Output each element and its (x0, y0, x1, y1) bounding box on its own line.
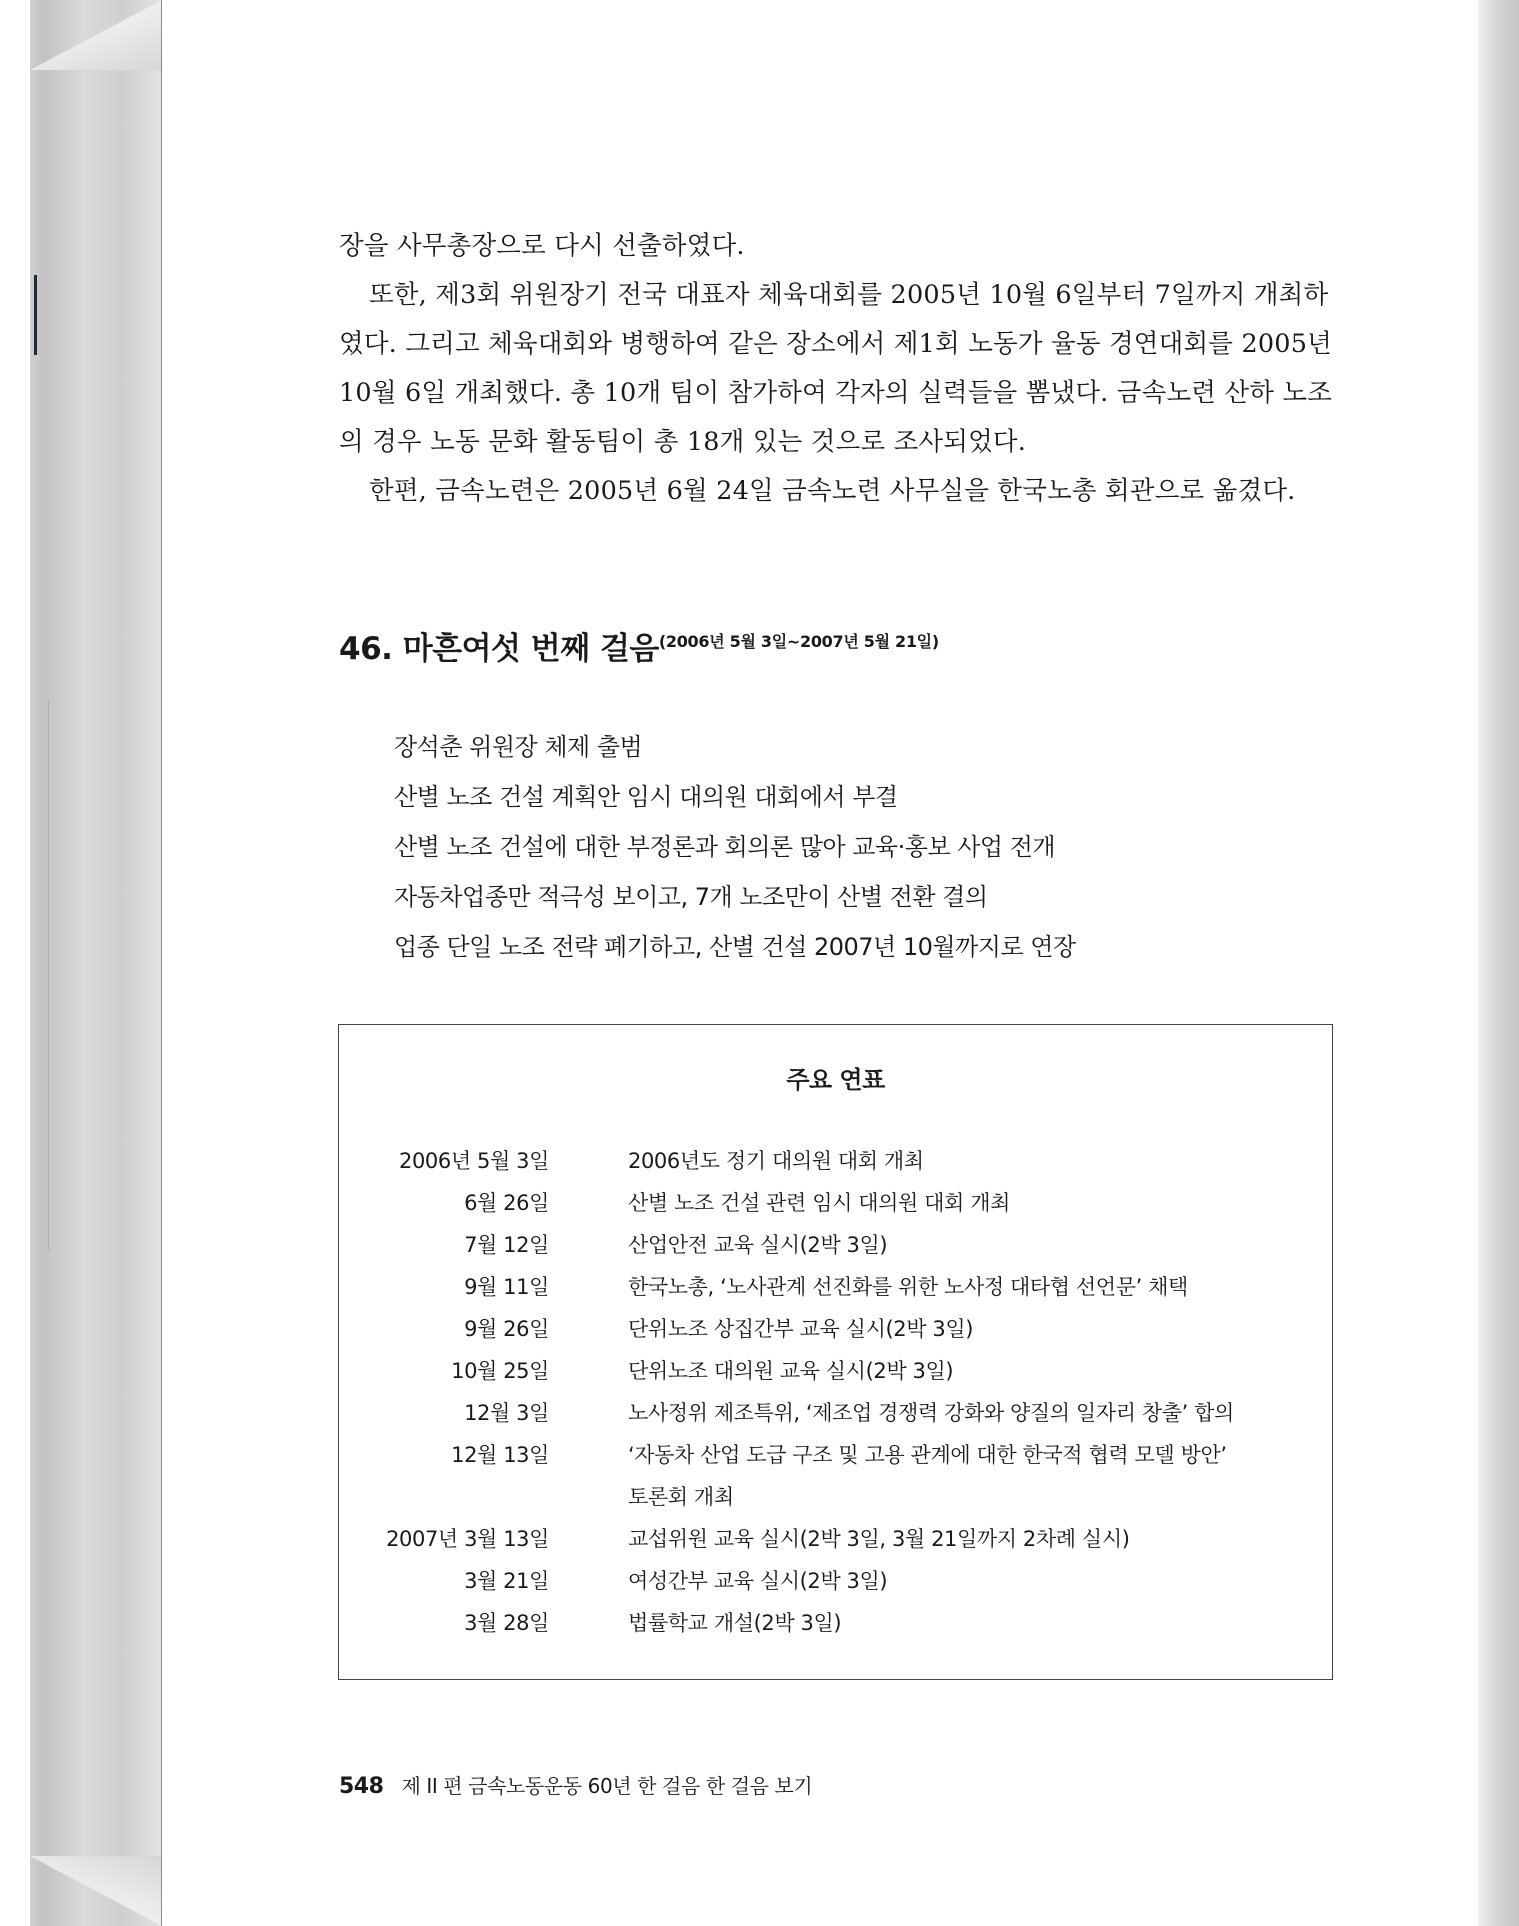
chronology-event: 법률학교 개설(2박 3일) (628, 1611, 842, 1635)
chronology-event: 토론회 개최 (628, 1485, 734, 1509)
chronology-row (339, 1271, 1332, 1313)
chronology-list (339, 1145, 1332, 1649)
chronology-event: ‘자동차 산업 도급 구조 및 고용 관계에 대한 한국적 협력 모델 방안’ (628, 1443, 1227, 1467)
paragraph: 또한, 제3회 위원장기 전국 대표자 체육대회를 2005년 10월 6일부터 7일까지 개최하였다. 그리고 체육대회와 병행하여 같은 장소에서 제1회 노동가 율동 경연대회를 2005년 10월 6일 개최했다. 총 10개 팀이 참가하여 각자의 실력들을 뽐냈다. 금속노련 산하 노조의 경우 노동 문화 활동팀이 총 18개 있는 것으로 조사되었다. (339, 280, 1333, 457)
chronology-date: 2007년 3월 13일 (386, 1527, 549, 1551)
chronology-date: 12월 3일 (464, 1401, 549, 1425)
chronology-box (338, 1024, 1333, 1680)
summary-item: 업종 단일 노조 전략 폐기하고, 산별 건설 2007년 10월까지로 연장 (394, 933, 1076, 961)
chronology-row (339, 1229, 1332, 1271)
chronology-row (339, 1565, 1332, 1607)
chronology-date: 6월 26일 (464, 1191, 549, 1215)
chronology-date: 12월 13일 (451, 1443, 549, 1467)
summary-item: 산별 노조 건설에 대한 부정론과 회의론 많아 교육·홍보 사업 전개 (394, 833, 1056, 861)
chronology-event: 2006년도 정기 대의원 대회 개최 (628, 1149, 924, 1173)
chronology-date: 9월 11일 (464, 1275, 549, 1299)
chronology-row (339, 1439, 1332, 1481)
chronology-row (339, 1313, 1332, 1355)
chronology-date: 3월 21일 (464, 1569, 549, 1593)
spine-bookmark (34, 275, 37, 355)
chronology-title: 주요 연표 (786, 1066, 885, 1094)
chronology-event: 교섭위원 교육 실시(2박 3일, 3월 21일까지 2차례 실시) (628, 1527, 1130, 1551)
chronology-event: 산업안전 교육 실시(2박 3일) (628, 1233, 888, 1257)
summary-item: 자동차업종만 적극성 보이고, 7개 노조만이 산별 전환 결의 (394, 883, 988, 911)
page-number: 548 (339, 1774, 384, 1799)
paragraph: 한편, 금속노련은 2005년 6월 24일 금속노련 사무실을 한국노총 회관으로 옮겼다. (369, 476, 1296, 506)
chronology-row (339, 1481, 1332, 1523)
section-dates: (2006년 5월 3일~2007년 5월 21일) (658, 632, 939, 651)
page-gutter-shadow (1478, 0, 1519, 1926)
spine-line (48, 700, 49, 1250)
summary-item: 산별 노조 건설 계획안 임시 대의원 대회에서 부결 (394, 783, 898, 811)
section-summary (394, 722, 1294, 972)
chronology-date: 3월 28일 (464, 1611, 549, 1635)
chronology-event: 단위노조 대의원 교육 실시(2박 3일) (628, 1359, 954, 1383)
section-heading (339, 623, 939, 668)
section-title: 46. 마흔여섯 번째 걸음 (339, 631, 659, 667)
chronology-date: 9월 26일 (464, 1317, 549, 1341)
page-footer (339, 1770, 812, 1799)
chronology-event: 한국노총, ‘노사관계 선진화를 위한 노사정 대타협 선언문’ 채택 (628, 1275, 1188, 1299)
chronology-event: 여성간부 교육 실시(2박 3일) (628, 1569, 888, 1593)
chronology-date: 10월 25일 (451, 1359, 549, 1383)
chronology-row (339, 1523, 1332, 1565)
summary-item: 장석춘 위원장 체제 출범 (394, 733, 643, 761)
body-text (339, 222, 1334, 516)
running-title: 제 II 편 금속노동운동 60년 한 걸음 한 걸음 보기 (401, 1774, 813, 1798)
paragraph: 장을 사무총장으로 다시 선출하였다. (339, 231, 745, 261)
chronology-event: 노사정위 제조특위, ‘제조업 경쟁력 강화와 양질의 일자리 창출’ 합의 (628, 1401, 1234, 1425)
chronology-row (339, 1607, 1332, 1649)
chronology-row (339, 1145, 1332, 1187)
book-page-edges (30, 0, 162, 1926)
chronology-event: 단위노조 상집간부 교육 실시(2박 3일) (628, 1317, 974, 1341)
chronology-date: 7월 12일 (464, 1233, 549, 1257)
chronology-date: 2006년 5월 3일 (399, 1149, 549, 1173)
chronology-event: 산별 노조 건설 관련 임시 대의원 대회 개최 (628, 1191, 1010, 1215)
chronology-row (339, 1397, 1332, 1439)
chronology-row (339, 1187, 1332, 1229)
chronology-row (339, 1355, 1332, 1397)
